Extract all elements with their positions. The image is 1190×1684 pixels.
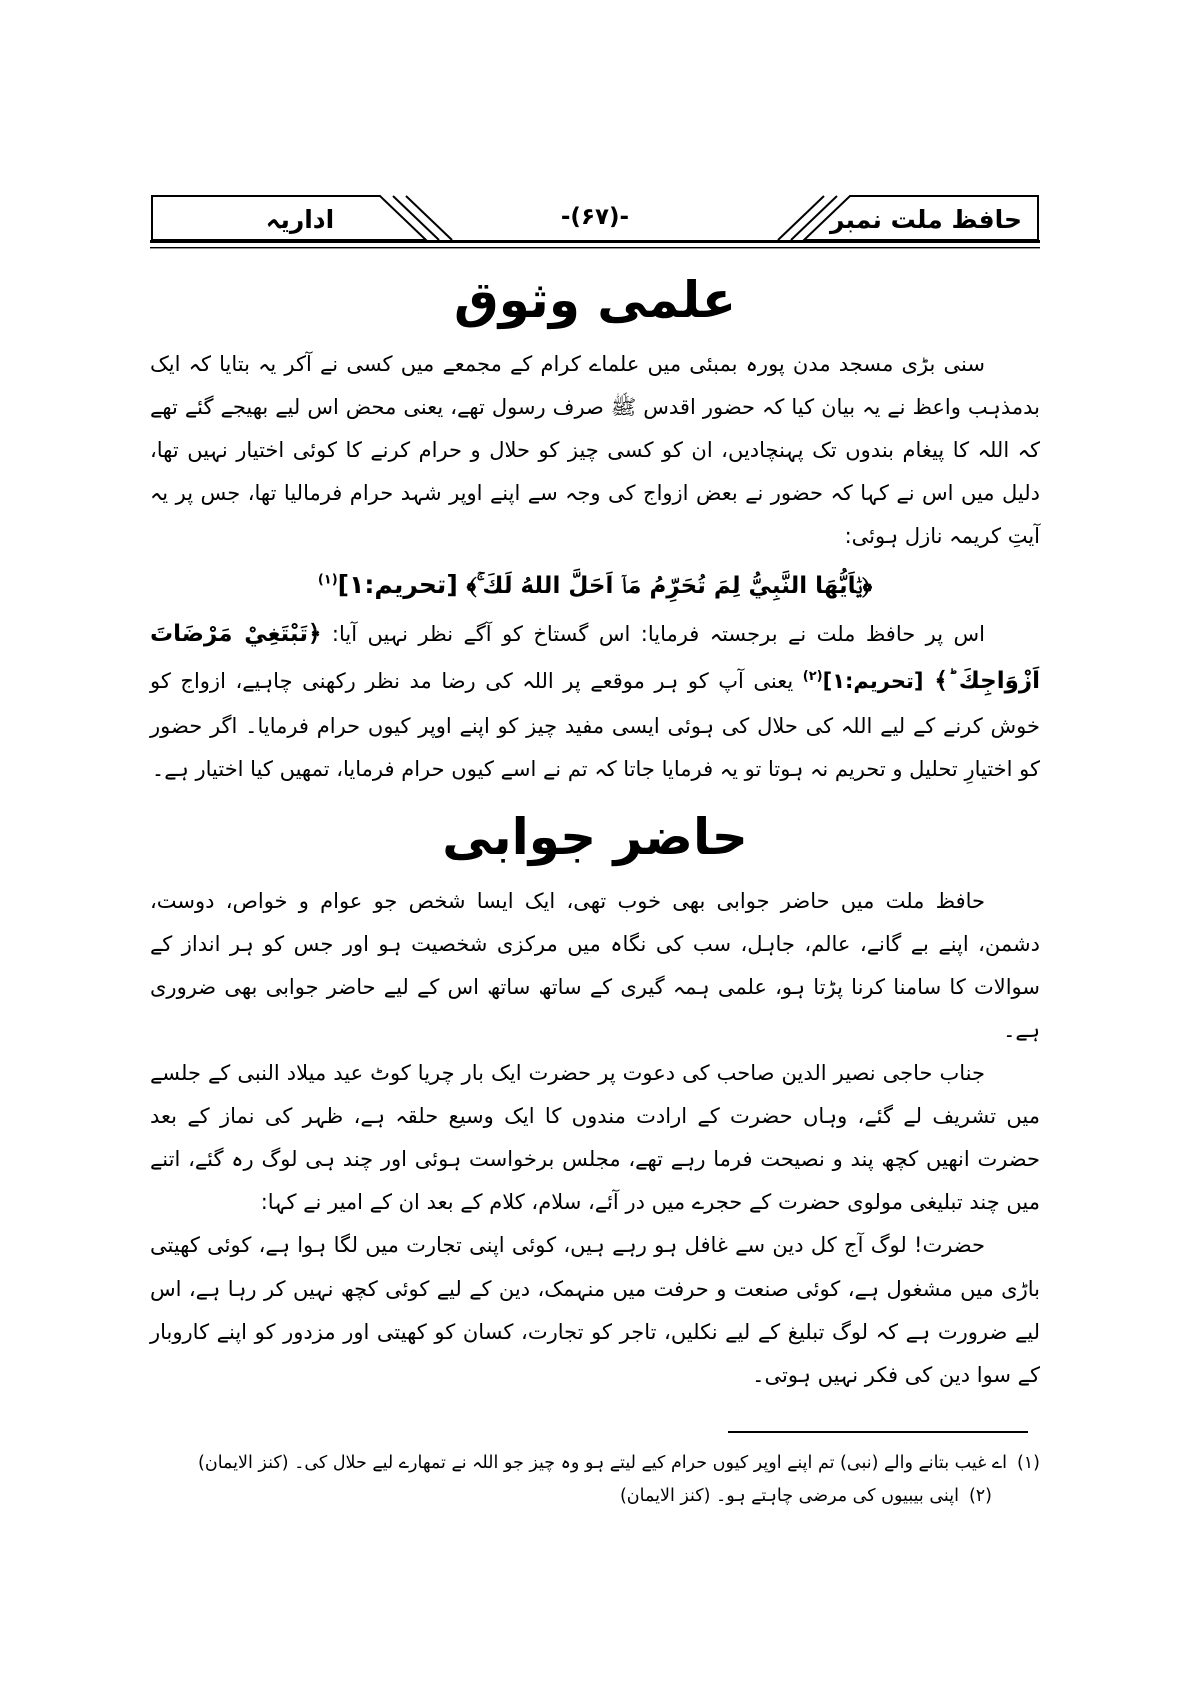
page-number: -(۶۷)- [560,204,630,230]
inline-verse-text: ﴿تَبْتَغِيْ مَرْضَاتَ اَزْوَاجِكَ ؕ﴾ [150,620,1040,694]
footnote-1 [150,1447,1040,1480]
paragraph-text: اس پر حافظ ملت نے برجستہ فرمایا: اس گستاخ کو آگے نظر نہیں آیا: [321,621,986,646]
header-rule-thin [150,247,1040,248]
section1-paragraph-2 [150,611,1040,791]
header-section-label: اداریہ [265,205,335,234]
verse-reference: [تحریم:۱] [337,570,458,600]
verse-text: ﴿يٰۤاَيُّهَا النَّبِيُّ لِمَ تُحَرِّمُ مَاۤ اَحَلَّ اللهُ لَكَ ۚ﴾ [466,573,873,600]
section2-paragraph-3: حضرت! لوگ آج کل دین سے غافل ہو رہے ہیں، کوئی اپنی تجارت میں لگا ہوا ہے، کوئی کھیتی باڑی میں مشغول ہے، کوئی صنعت و حرفت میں منہمک، دین کے لیے کوئی کچھ نہیں کر رہا ہے، اس لیے ضرورت ہے کہ لوگ تبلیغ کے لیے نکلیں، تاجر کو تجارت، کسان کو کھیتی اور مزدور کو اپنے کاروبار کے سوا دین کی فکر نہیں ہوتی۔ [150,1233,1040,1387]
footnote-2 [150,1480,1040,1513]
footnote-2-text: اپنی بیبیوں کی مرضی چاہتے ہو۔ (کنز الایمان) [619,1485,959,1506]
footnote-1-text: اے غیب بتانے والے (نبی) تم اپنے اوپر کیوں حرام کیے لیتے ہو وہ چیز جو اللہ نے تمھارے لیے حلال کی۔ (کنز الایمان) [198,1452,1007,1473]
footnote-marker-1: (۱) [317,572,338,588]
section2-paragraph-1: حافظ ملت میں حاضر جوابی بھی خوب تھی، ایک ایسا شخص جو عوام و خواص، دوست، دشمن، اپنے بے گانے، عالم، جاہل، سب کی نگاہ میں مرکزی شخصیت ہو اور جس کو ہر انداز کے سوالات کا سامنا کرنا پڑتا ہو، علمی ہمہ گیری کے ساتھ ساتھ اس کے لیے حاضر جوابی بھی ضروری ہے۔ [150,889,1040,1043]
section2-title: حاضر جوابی [442,808,748,867]
section2-paragraph-2: جناب حاجی نصیر الدین صاحب کی دعوت پر حضرت ایک بار چریا کوٹ عید میلاد النبی کے جلسے میں تشریف لے گئے، وہاں حضرت کے ارادت مندوں کا ایک وسیع حلقہ ہے، ظہر کی نماز کے بعد حضرت انھیں کچھ پند و نصیحت فرما رہے تھے، مجلس برخواست ہوئی اور چند ہی لوگ رہ گئے، اتنے میں چند تبلیغی مولوی حضرت کے حجرے میں در آئے، سلام، کلام کے بعد ان کے امیر نے کہا: [150,1061,1040,1215]
page-header [150,190,1040,254]
header-issue-label: حافظ ملت نمبر [829,205,1022,234]
section1-title: علمی وثوق [454,271,736,329]
paragraph-text: یعنی آپ کو ہر موقعے پر اللہ کی رضا مد نظر رکھنی چاہیے، ازواج کو خوش کرنے کے لیے اللہ کی حلال کی ہوئی ایسی مفید چیز کو اپنے اوپر کیوں حرام فرمایا۔ اگر حضور کو اختیارِ تحلیل و تحریم نہ ہوتا تو یہ فرمایا جاتا کہ تم نے اسے کیوں حرام فرمایا، تمھیں کیا اختیار ہے۔ [150,668,1040,782]
quran-verse-line [150,564,1040,607]
section1-paragraph-1: سنی بڑی مسجد مدن پورہ بمبئی میں علماے کرام کے مجمعے میں کسی نے آکر یہ بتایا کہ ایک بدمذہب واعظ نے یہ بیان کیا کہ حضور اقدس ﷺ صرف رسول تھے، یعنی محض اس لیے بھیجے گئے تھے کہ اللہ کا پیغام بندوں تک پہنچادیں، ان کو کسی چیز کو حلال و حرام کرنے کا کوئی اختیار نہیں تھا، دلیل میں اس نے کہا کہ حضور نے بعض ازواج کی وجہ سے اپنے اوپر شہد حرام فرمالیا تھا، جس پر یہ آیتِ کریمہ نازل ہوئی: [150,352,1040,549]
footnote-1-marker: (۱) [1016,1452,1040,1473]
footnote-separator [728,1431,1028,1433]
footnote-2-marker: (۲) [968,1485,992,1506]
footnotes-block [150,1431,1040,1514]
footnote-marker-2: (۲) [802,668,823,684]
inline-verse-reference: [تحریم:۱] [822,668,924,693]
